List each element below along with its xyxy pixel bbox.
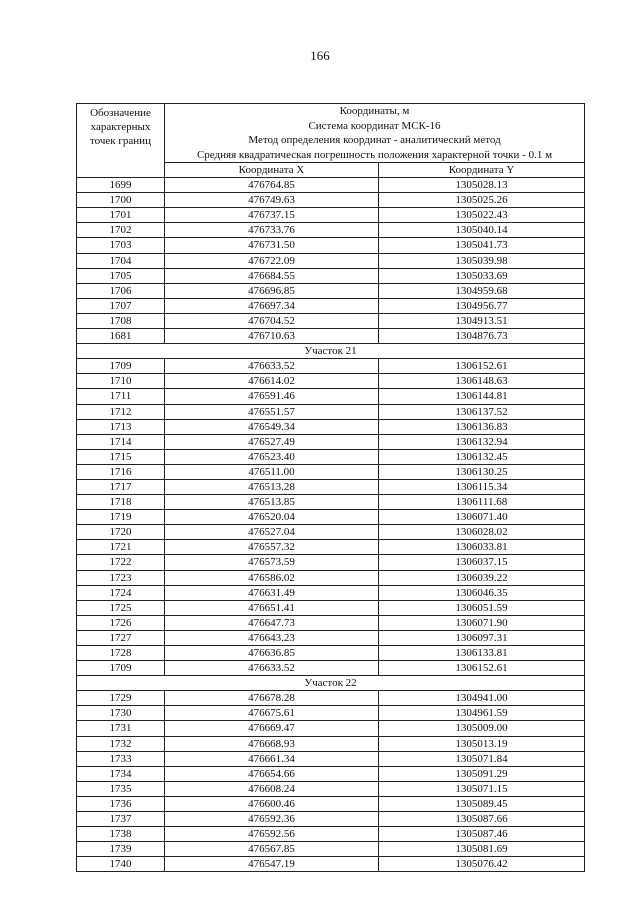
coord-y-cell: 1305009.00 (379, 721, 585, 736)
table-row (77, 766, 585, 781)
table-row (77, 253, 585, 268)
coord-y-cell: 1305081.69 (379, 842, 585, 857)
table-row (77, 525, 585, 540)
coord-x-cell: 476654.66 (165, 766, 379, 781)
coord-y-cell: 1306133.81 (379, 646, 585, 661)
coord-x-cell: 476668.93 (165, 736, 379, 751)
table-header-row (77, 104, 585, 163)
point-id-cell: 1717 (77, 479, 165, 494)
coord-x-cell: 476661.34 (165, 751, 379, 766)
coord-y-cell: 1306071.90 (379, 615, 585, 630)
coord-x-cell: 476573.59 (165, 555, 379, 570)
coord-x-cell: 476527.49 (165, 434, 379, 449)
coordinates-table (76, 103, 585, 872)
point-label-line: характерных (90, 121, 151, 133)
coord-y-cell: 1305087.66 (379, 812, 585, 827)
point-id-cell: 1739 (77, 842, 165, 857)
point-id-cell: 1735 (77, 781, 165, 796)
point-id-cell: 1738 (77, 827, 165, 842)
point-label-line: Обозначение (90, 107, 151, 119)
coord-y-cell: 1306130.25 (379, 464, 585, 479)
point-id-cell: 1707 (77, 298, 165, 313)
coord-y-cell: 1305028.13 (379, 178, 585, 193)
coord-x-cell: 476527.04 (165, 525, 379, 540)
point-id-cell: 1708 (77, 313, 165, 328)
point-id-cell: 1720 (77, 525, 165, 540)
table-row (77, 449, 585, 464)
point-id-cell: 1711 (77, 389, 165, 404)
coord-x-cell: 476513.85 (165, 495, 379, 510)
point-id-cell: 1699 (77, 178, 165, 193)
coords-title-line: Координаты, м (339, 105, 410, 117)
table-row (77, 238, 585, 253)
coord-x-cell: 476557.32 (165, 540, 379, 555)
table-row (77, 464, 585, 479)
table-row (77, 585, 585, 600)
coord-x-cell: 476722.09 (165, 253, 379, 268)
coord-y-cell: 1305022.43 (379, 208, 585, 223)
section-label: Участок 21 (77, 344, 585, 359)
point-id-cell: 1723 (77, 570, 165, 585)
coord-x-cell: 476675.61 (165, 706, 379, 721)
coord-y-cell: 1305041.73 (379, 238, 585, 253)
coordinates-table-body (77, 104, 585, 872)
coord-y-cell: 1306132.94 (379, 434, 585, 449)
coord-y-cell: 1304961.59 (379, 706, 585, 721)
coord-y-cell: 1304941.00 (379, 691, 585, 706)
point-id-cell: 1701 (77, 208, 165, 223)
coord-x-cell: 476697.34 (165, 298, 379, 313)
table-row (77, 193, 585, 208)
coord-y-cell: 1305071.84 (379, 751, 585, 766)
coord-x-cell: 476678.28 (165, 691, 379, 706)
coord-x-cell: 476749.63 (165, 193, 379, 208)
table-row (77, 419, 585, 434)
point-id-cell: 1734 (77, 766, 165, 781)
coord-x-cell: 476647.73 (165, 615, 379, 630)
coord-y-cell: 1306111.68 (379, 495, 585, 510)
table-row (77, 283, 585, 298)
table-row (77, 630, 585, 645)
coord-y-cell: 1305087.46 (379, 827, 585, 842)
page-number: 166 (310, 48, 330, 63)
coord-x-cell: 476567.85 (165, 842, 379, 857)
point-id-cell: 1731 (77, 721, 165, 736)
table-row (77, 812, 585, 827)
table-row (77, 495, 585, 510)
coord-y-cell: 1306152.61 (379, 661, 585, 676)
coord-x-cell: 476704.52 (165, 313, 379, 328)
point-id-cell: 1716 (77, 464, 165, 479)
coord-y-cell: 1306037.15 (379, 555, 585, 570)
coord-y-cell: 1305040.14 (379, 223, 585, 238)
coord-x-cell: 476710.63 (165, 329, 379, 344)
point-id-cell: 1728 (77, 646, 165, 661)
coord-y-cell: 1304876.73 (379, 329, 585, 344)
coord-x-cell: 476737.15 (165, 208, 379, 223)
point-id-cell: 1733 (77, 751, 165, 766)
point-id-cell: 1706 (77, 283, 165, 298)
coords-title-line: Система координат МСК-16 (308, 119, 441, 132)
coord-y-cell: 1305071.15 (379, 781, 585, 796)
coord-y-cell: 1306115.34 (379, 479, 585, 494)
coord-x-cell: 476547.19 (165, 857, 379, 872)
coord-x-cell: 476731.50 (165, 238, 379, 253)
point-id-cell: 1722 (77, 555, 165, 570)
coord-x-cell: 476551.57 (165, 404, 379, 419)
table-row (77, 646, 585, 661)
table-row (77, 298, 585, 313)
coord-y-cell: 1304959.68 (379, 283, 585, 298)
point-id-cell: 1681 (77, 329, 165, 344)
table-row (77, 510, 585, 525)
table-row (77, 555, 585, 570)
point-id-cell: 1724 (77, 585, 165, 600)
coord-y-cell: 1306148.63 (379, 374, 585, 389)
section-label: Участок 22 (77, 676, 585, 691)
coord-y-cell: 1306136.83 (379, 419, 585, 434)
point-id-cell: 1719 (77, 510, 165, 525)
coord-y-cell: 1304956.77 (379, 298, 585, 313)
table-row (77, 313, 585, 328)
coord-y-cell: 1306051.59 (379, 600, 585, 615)
table-row (77, 208, 585, 223)
coord-x-cell: 476520.04 (165, 510, 379, 525)
coord-x-cell: 476614.02 (165, 374, 379, 389)
table-row (77, 374, 585, 389)
coord-x-cell: 476733.76 (165, 223, 379, 238)
coord-y-cell: 1305033.69 (379, 268, 585, 283)
point-id-cell: 1712 (77, 404, 165, 419)
coords-title-line: Средняя квадратическая погрешность положения характерной точки - 0.1 м (196, 148, 553, 161)
col-x-header: Координата X (165, 163, 379, 178)
section-row (77, 344, 585, 359)
point-id-cell: 1732 (77, 736, 165, 751)
coord-x-cell: 476586.02 (165, 570, 379, 585)
coord-y-cell: 1306046.35 (379, 585, 585, 600)
table-row (77, 661, 585, 676)
coord-x-cell: 476592.36 (165, 812, 379, 827)
coord-y-cell: 1305091.29 (379, 766, 585, 781)
table-row (77, 434, 585, 449)
coord-y-cell: 1306144.81 (379, 389, 585, 404)
coord-x-cell: 476633.52 (165, 359, 379, 374)
coord-y-cell: 1306152.61 (379, 359, 585, 374)
point-id-cell: 1715 (77, 449, 165, 464)
table-row (77, 268, 585, 283)
coord-y-cell: 1305089.45 (379, 796, 585, 811)
coord-x-cell: 476684.55 (165, 268, 379, 283)
coords-title-line: Метод определения координат - аналитический метод (248, 134, 501, 146)
point-id-cell: 1709 (77, 359, 165, 374)
section-row (77, 676, 585, 691)
table-row (77, 389, 585, 404)
table-row (77, 329, 585, 344)
point-id-cell: 1736 (77, 796, 165, 811)
coord-x-cell: 476631.49 (165, 585, 379, 600)
table-row (77, 796, 585, 811)
coord-x-cell: 476511.00 (165, 464, 379, 479)
coord-x-cell: 476549.34 (165, 419, 379, 434)
table-row (77, 615, 585, 630)
point-id-cell: 1709 (77, 661, 165, 676)
coord-x-cell: 476592.56 (165, 827, 379, 842)
table-row (77, 691, 585, 706)
coord-y-cell: 1306039.22 (379, 570, 585, 585)
point-id-cell: 1725 (77, 600, 165, 615)
table-row (77, 827, 585, 842)
table-row (77, 540, 585, 555)
table-row (77, 781, 585, 796)
point-id-cell: 1713 (77, 419, 165, 434)
point-id-cell: 1703 (77, 238, 165, 253)
coord-y-cell: 1305039.98 (379, 253, 585, 268)
coord-y-cell: 1305076.42 (379, 857, 585, 872)
coord-x-cell: 476513.28 (165, 479, 379, 494)
point-id-cell: 1727 (77, 630, 165, 645)
table-row (77, 706, 585, 721)
point-id-cell: 1718 (77, 495, 165, 510)
coords-title-header (165, 104, 585, 163)
coord-x-cell: 476636.85 (165, 646, 379, 661)
coord-x-cell: 476600.46 (165, 796, 379, 811)
point-id-cell: 1702 (77, 223, 165, 238)
table-row (77, 721, 585, 736)
coord-x-cell: 476608.24 (165, 781, 379, 796)
point-id-cell: 1704 (77, 253, 165, 268)
coord-x-cell: 476696.85 (165, 283, 379, 298)
coord-x-cell: 476633.52 (165, 661, 379, 676)
point-id-cell: 1740 (77, 857, 165, 872)
point-id-cell: 1726 (77, 615, 165, 630)
table-row (77, 359, 585, 374)
coord-y-cell: 1304913.51 (379, 313, 585, 328)
point-id-cell: 1705 (77, 268, 165, 283)
coord-x-cell: 476591.46 (165, 389, 379, 404)
coord-y-cell: 1306132.45 (379, 449, 585, 464)
table-row (77, 479, 585, 494)
table-row (77, 842, 585, 857)
table-row (77, 178, 585, 193)
table-row (77, 404, 585, 419)
table-row (77, 570, 585, 585)
coord-x-cell: 476651.41 (165, 600, 379, 615)
coord-x-cell: 476764.85 (165, 178, 379, 193)
point-id-cell: 1714 (77, 434, 165, 449)
coord-y-cell: 1306071.40 (379, 510, 585, 525)
table-row (77, 223, 585, 238)
col-y-header: Координата Y (379, 163, 585, 178)
point-id-cell: 1710 (77, 374, 165, 389)
coord-y-cell: 1306137.52 (379, 404, 585, 419)
coord-y-cell: 1305013.19 (379, 736, 585, 751)
table-row (77, 751, 585, 766)
coord-y-cell: 1306097.31 (379, 630, 585, 645)
table-row (77, 600, 585, 615)
coord-y-cell: 1306028.02 (379, 525, 585, 540)
table-row (77, 736, 585, 751)
coord-x-cell: 476669.47 (165, 721, 379, 736)
coord-y-cell: 1306033.81 (379, 540, 585, 555)
point-label-header (77, 104, 165, 178)
point-id-cell: 1730 (77, 706, 165, 721)
table-row (77, 857, 585, 872)
coord-y-cell: 1305025.26 (379, 193, 585, 208)
point-id-cell: 1737 (77, 812, 165, 827)
coord-x-cell: 476643.23 (165, 630, 379, 645)
point-id-cell: 1729 (77, 691, 165, 706)
coord-x-cell: 476523.40 (165, 449, 379, 464)
point-id-cell: 1700 (77, 193, 165, 208)
point-id-cell: 1721 (77, 540, 165, 555)
point-label-line: точек границ (90, 135, 151, 147)
